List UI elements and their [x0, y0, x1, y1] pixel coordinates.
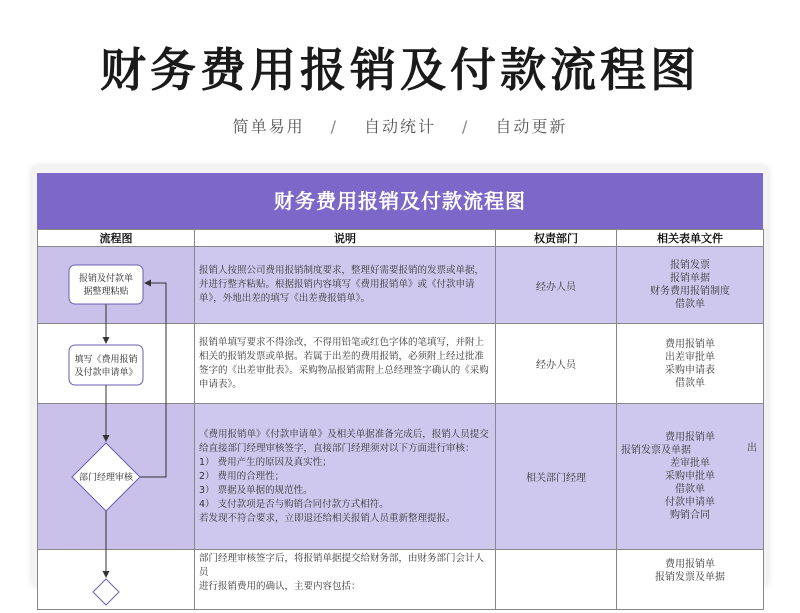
docs-cell [617, 247, 764, 324]
doc-item: 财务费用报销制度 [650, 286, 730, 297]
flow-step-label: 部门经理审核 [78, 473, 134, 483]
flowchart [37, 173, 197, 586]
flow-step-box [69, 265, 143, 304]
docs-cell [617, 550, 764, 610]
tag-separator: / [330, 117, 338, 136]
docs-cell [617, 404, 764, 550]
description-line: 《费用报销单》《付款申请单》及相关单据准备完成后，报销人员提交给直接部门经理审核签字，直接部门经理须对以下方面进行审核： [199, 428, 489, 454]
tag-update: 自动更新 [495, 117, 568, 136]
description-line: 4） 支付款项是否与购销合同付款方式相符。 [199, 498, 389, 510]
spreadsheet-preview [32, 166, 768, 592]
tag-separator: / [462, 117, 470, 136]
doc-item: 出差审批单 [665, 351, 715, 363]
doc-item: 报销单据 [670, 273, 710, 284]
col-header-docs: 相关表单文件 [617, 230, 764, 247]
doc-item: 采购申批单 [665, 471, 715, 482]
dept-cell [496, 550, 617, 610]
description-cell: 报销人按照公司费用报销制度要求，整理好需要报销的发票或单据，并进行整齐粘贴。根据报销内容填写《费用报销单》或《付款申请单》，外地出差的填写《出差费报销单》。 [195, 247, 496, 324]
doc-item: 付款申请单 [665, 497, 715, 508]
flow-step-label: 报销及付款单 [78, 274, 134, 284]
doc-item: 借款单 [675, 299, 705, 310]
doc-item: 报销发票及单据 [621, 445, 691, 456]
description-line: 3） 票据及单据的规范性。 [199, 484, 313, 496]
flow-step-box [69, 345, 143, 385]
doc-item: 报销发票及单据 [655, 572, 725, 583]
flow-step-label: 据整理粘贴 [83, 287, 129, 297]
doc-item: 费用报销单 [665, 338, 715, 350]
page-title: 财务费用报销及付款流程图 [100, 43, 700, 97]
doc-item: 购销合同 [670, 510, 710, 521]
col-header-flow: 流程图 [38, 230, 195, 247]
col-header-description: 说明 [195, 230, 496, 247]
doc-item: 差审批单 [670, 458, 710, 469]
doc-item: 报销发票 [670, 260, 710, 271]
description-cell: 报销单填写要求不得涂改，不得用铅笔或红色字体的笔填写，并附上相关的报销发票或单据。若属于出差的费用报销，必须附上经过批准签字的《出差审批表》。采购物品报销需附上总经理签字确认的《采购申请表》。 [195, 324, 496, 404]
description-line: 进行报销费用的确认，主要内容包括： [199, 581, 361, 592]
flow-step-label: 填写《费用报销 [74, 355, 138, 365]
sheet-header: 财务费用报销及付款流程图 [37, 173, 763, 229]
dept-cell: 经办人员 [496, 324, 617, 404]
tag-stats: 自动统计 [363, 117, 436, 136]
dept-cell: 经办人员 [496, 247, 617, 324]
flow-step-label: 及付款申请单》 [74, 368, 138, 378]
description-line: 2） 费用的合理性； [199, 470, 285, 482]
description-cell [195, 550, 496, 610]
doc-item: 借款单 [675, 377, 705, 389]
tag-easy: 简单易用 [232, 117, 305, 136]
description-cell [195, 404, 496, 550]
doc-item: 费用报销单 [665, 432, 715, 443]
subtitle-tags [0, 114, 800, 137]
doc-item: 费用报销单 [665, 559, 715, 570]
col-header-dept: 权责部门 [496, 230, 617, 247]
description-line: 若发现不符合要求，立即退还给相关报销人员重新整理提报。 [199, 512, 456, 524]
doc-item: 采购申请表 [665, 364, 715, 376]
dept-cell: 相关部门经理 [496, 404, 617, 550]
doc-item-overflow: 出 [747, 443, 757, 454]
description-line: 部门经理审核签字后，将报销单据提交给财务部，由财务部门会计人员 [199, 553, 485, 578]
sheet [37, 173, 763, 592]
flow-return-arrow [140, 283, 166, 477]
doc-item: 借款单 [675, 484, 705, 495]
docs-cell [617, 324, 764, 404]
description-line: 1） 费用产生的原因及真实性； [199, 456, 332, 468]
